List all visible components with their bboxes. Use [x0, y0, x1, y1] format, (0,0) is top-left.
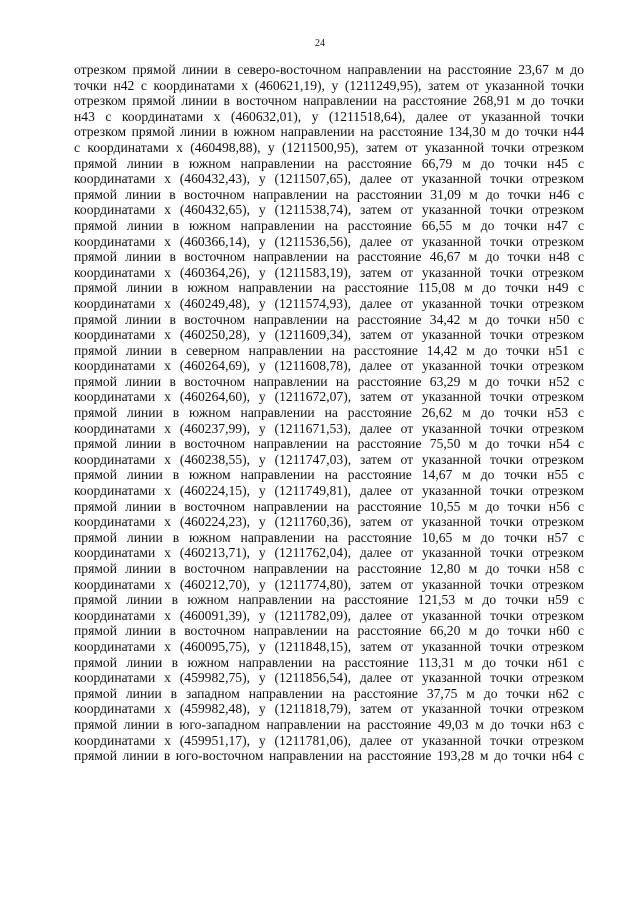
text-line: координатами х (459982,48), у (1211818,79), затем от указанной точки отрезком	[74, 701, 584, 717]
text-line: координатами х (459982,75), у (1211856,54), далее от указанной точки отрезком	[74, 670, 584, 686]
text-line: координатами х (460091,39), у (1211782,09), далее от указанной точки отрезком	[74, 607, 584, 623]
text-line: координатами х (460264,69), у (1211608,78), далее от указанной точки отрезком	[74, 358, 584, 374]
text-line: прямой линии в западном направлении на расстояние 37,75 м до точки н62 с	[74, 685, 584, 701]
text-line: отрезком прямой линии в северо-восточном направлении на расстояние 23,67 м до	[74, 62, 584, 77]
text-line: прямой линии в южном направлении на расстояние 115,08 м до точки н49 с	[74, 280, 584, 296]
text-line: прямой линии в южном направлении на расстояние 14,67 м до точки н55 с	[74, 467, 584, 483]
text-line: прямой линии в южном направлении на расстояние 26,62 м до точки н53 с	[74, 405, 584, 421]
text-line: прямой линии в восточном направлении на расстояние 34,42 м до точки н50 с	[74, 311, 584, 327]
text-line: координатами х (460432,65), у (1211538,74), затем от указанной точки отрезком	[74, 202, 584, 218]
text-line: координатами х (460250,28), у (1211609,34), затем от указанной точки отрезком	[74, 327, 584, 343]
text-line: отрезком прямой линии в южном направлении на расстояние 134,30 м до точки н44	[74, 124, 584, 140]
text-line: координатами х (460212,70), у (1211774,80), затем от указанной точки отрезком	[74, 576, 584, 592]
document-body	[74, 62, 584, 764]
text-line: координатами х (460213,71), у (1211762,04), далее от указанной точки отрезком	[74, 545, 584, 561]
text-line: координатами х (460224,23), у (1211760,36), затем от указанной точки отрезком	[74, 514, 584, 530]
text-line: прямой линии в восточном направлении на расстояние 75,50 м до точки н54 с	[74, 436, 584, 452]
text-line: координатами х (460432,43), у (1211507,65), далее от указанной точки отрезком	[74, 171, 584, 187]
text-line: прямой линии в восточном направлении на расстояние 46,67 м до точки н48 с	[74, 249, 584, 265]
text-line: точки н42 с координатами х (460621,19), у (1211249,95), затем от указанной точки	[74, 77, 584, 93]
text-line: н43 с координатами х (460632,01), у (1211518,64), далее от указанной точки	[74, 108, 584, 124]
text-line: прямой линии в восточном направлении на расстояние 10,55 м до точки н56 с	[74, 498, 584, 514]
text-line: координатами х (460237,99), у (1211671,53), далее от указанной точки отрезком	[74, 420, 584, 436]
text-line: прямой линии в восточном направлении на расстоянии 31,09 м до точки н46 с	[74, 186, 584, 202]
text-line: координатами х (460366,14), у (1211536,56), далее от указанной точки отрезком	[74, 233, 584, 249]
text-line: координатами х (460095,75), у (1211848,15), затем от указанной точки отрезком	[74, 638, 584, 654]
text-line: координатами х (460238,55), у (1211747,03), затем от указанной точки отрезком	[74, 451, 584, 467]
text-line: прямой линии в южном направлении на расстояние 66,79 м до точки н45 с	[74, 155, 584, 171]
text-line: с координатами х (460498,88), у (1211500,95), затем от указанной точки отрезком	[74, 139, 584, 155]
text-line: координатами х (460264,60), у (1211672,07), затем от указанной точки отрезком	[74, 389, 584, 405]
text-line: прямой линии в южном направлении на расстояние 66,55 м до точки н47 с	[74, 217, 584, 233]
text-line: прямой линии в восточном направлении на расстояние 12,80 м до точки н58 с	[74, 561, 584, 576]
text-line: прямой линии в юго-западном направлении на расстояние 49,03 м до точки н63 с	[74, 716, 584, 732]
text-line: прямой линии в южном направлении на расстояние 10,65 м до точки н57 с	[74, 529, 584, 545]
text-line: координатами х (459951,17), у (1211781,06), далее от указанной точки отрезком	[74, 732, 584, 748]
text-line: координатами х (460224,15), у (1211749,81), далее от указанной точки отрезком	[74, 483, 584, 499]
text-line: прямой линии в восточном направлении на расстояние 66,20 м до точки н60 с	[74, 623, 584, 639]
text-line: отрезком прямой линии в восточном направлении на расстояние 268,91 м до точки	[74, 93, 584, 109]
text-line: координатами х (460364,26), у (1211583,19), затем от указанной точки отрезком	[74, 264, 584, 280]
text-line: прямой линии в восточном направлении на расстояние 63,29 м до точки н52 с	[74, 373, 584, 389]
text-line: прямой линии в юго-восточном направлении на расстояние 193,28 м до точки н64 с	[74, 748, 584, 764]
text-line: прямой линии в южном направлении на расстояние 113,31 м до точки н61 с	[74, 654, 584, 670]
text-line: координатами х (460249,48), у (1211574,93), далее от указанной точки отрезком	[74, 295, 584, 311]
page-number: 24	[315, 38, 325, 49]
text-line: прямой линии в северном направлении на расстояние 14,42 м до точки н51 с	[74, 342, 584, 358]
text-line: прямой линии в южном направлении на расстояние 121,53 м до точки н59 с	[74, 592, 584, 608]
